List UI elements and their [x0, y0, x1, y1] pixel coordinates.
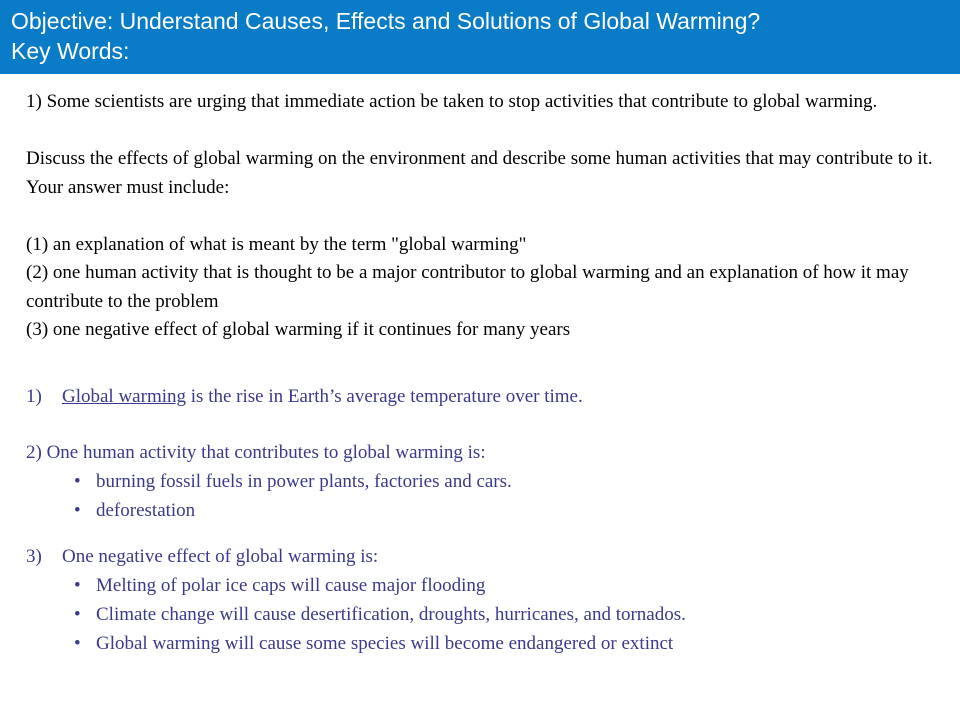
requirement-2: (2) one human activity that is thought to be a major contributor to global warming and an explanation of how it may contribute to the problem — [26, 262, 909, 312]
key-words-label: Key Words: — [11, 38, 130, 64]
list-item: • deforestation — [74, 496, 946, 525]
answer-1-definition: is the rise in Earth’s average temperature over time. — [186, 386, 583, 407]
list-item: • burning fossil fuels in power plants, factories and cars. — [74, 467, 946, 496]
objective-title: Objective: Understand Causes, Effects and Solutions of Global Warming? — [11, 8, 761, 34]
answer-3-list — [26, 571, 946, 658]
answer-3-heading: One negative effect of global warming is: — [62, 546, 379, 567]
requirement-3: (3) one negative effect of global warming if it continues for many years — [26, 319, 571, 340]
answer-2-heading: 2) One human activity that contributes to global warming is: — [26, 442, 486, 463]
bullet-icon: • — [74, 575, 81, 596]
bullet-icon: • — [74, 604, 81, 625]
question-prompt: Discuss the effects of global warming on the environment and describe some human activities that may contribute to it. Your answer must include: — [26, 148, 933, 198]
question-intro: 1) Some scientists are urging that immediate action be taken to stop activities that contribute to global warming. — [26, 91, 878, 112]
slide-header — [0, 0, 960, 74]
list-item: • Melting of polar ice caps will cause major flooding — [74, 571, 946, 600]
answer-3 — [26, 542, 946, 658]
list-item: • Global warming will cause some species will become endangered or extinct — [74, 629, 946, 658]
bullet-icon: • — [74, 633, 81, 654]
answer-2-list — [26, 467, 946, 525]
bullet-icon: • — [74, 471, 81, 492]
requirement-1: (1) an explanation of what is meant by the term "global warming" — [26, 233, 527, 255]
list-item: • Climate change will cause desertification, droughts, hurricanes, and tornados. — [74, 600, 946, 629]
answer-1 — [26, 382, 946, 411]
global-warming-term: Global warming — [62, 386, 187, 407]
answer-3-number: 3) — [26, 546, 42, 567]
answer-1-number: 1) — [26, 386, 42, 407]
answer-2 — [26, 438, 946, 525]
bullet-icon: • — [74, 500, 81, 521]
question-block — [26, 88, 946, 345]
